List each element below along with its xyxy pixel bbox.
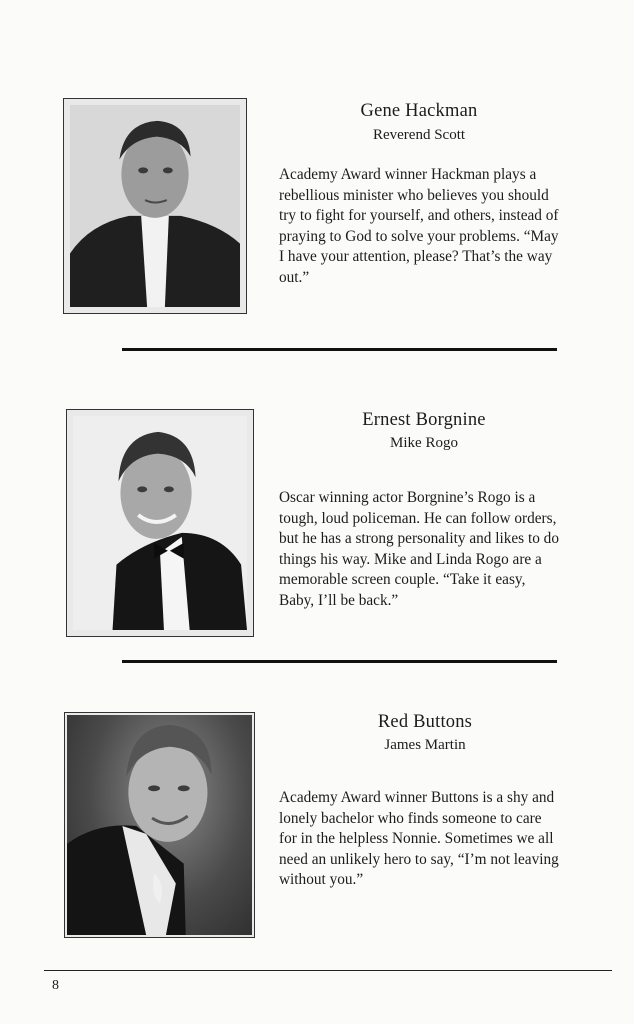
section-divider	[122, 660, 557, 663]
actor-name: Red Buttons	[377, 712, 473, 732]
actor-description: Academy Award winner Buttons is a shy and lonely bachelor who finds someone to care for in the helpless Nonnie. Sometimes we all need an unlikely hero to say, “I’m not leaving without you.”	[279, 789, 559, 889]
portrait-silhouette	[73, 416, 247, 630]
actor-name: Gene Hackman	[360, 101, 478, 121]
character-name: Mike Rogo	[390, 435, 458, 451]
actor-description: Oscar winning actor Borgnine’s Rogo is a tough, loud policeman. He can follow orders, but he has a strong personality and likes to do things his way. Mike and Linda Rogo are a memorable screen couple. “Take it easy, Baby, I’ll be back.”	[279, 489, 559, 609]
portrait-photo-gene-hackman	[63, 98, 247, 314]
actor-name: Ernest Borgnine	[362, 410, 486, 430]
character-name: James Martin	[384, 737, 466, 753]
portrait-photo-red-buttons	[64, 712, 255, 938]
portrait-photo-ernest-borgnine	[66, 409, 254, 637]
footer-rule	[44, 970, 612, 971]
character-name: Reverend Scott	[372, 127, 466, 143]
section-divider	[122, 348, 557, 351]
actor-description: Academy Award winner Hackman plays a rebellious minister who believes you should try to fight for yourself, and others, instead of praying to God to solve your problems. “May I have your attention, please? That’s the way out.”	[279, 166, 559, 286]
portrait-silhouette	[67, 715, 252, 935]
page-number: 8	[52, 978, 59, 993]
portrait-silhouette	[70, 105, 240, 307]
